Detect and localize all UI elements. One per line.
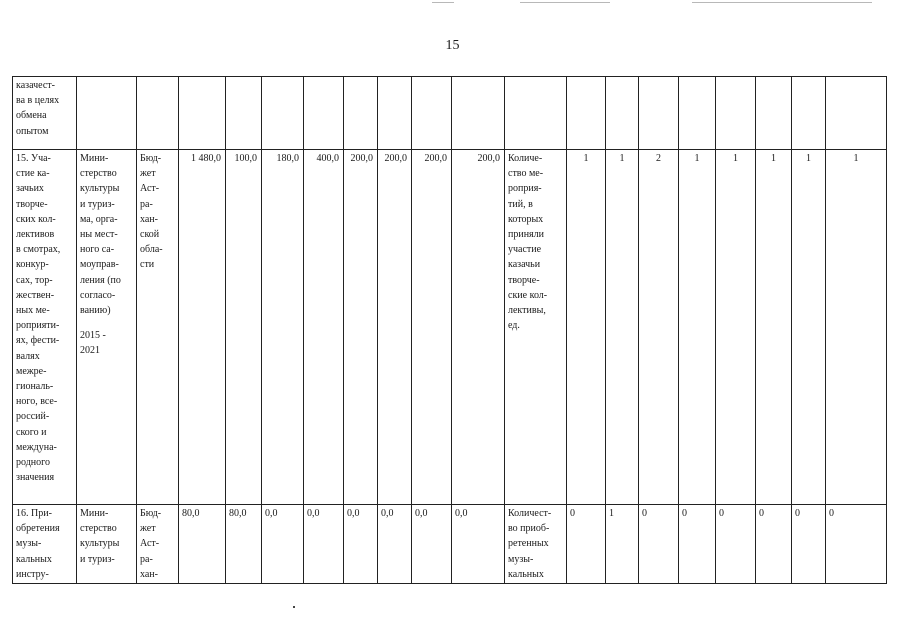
text-line: согласо- xyxy=(80,289,116,301)
text-line: россий- xyxy=(16,411,50,423)
text-line: музы- xyxy=(508,553,534,565)
indicator-value-cell: 1 xyxy=(679,150,716,505)
indicator-value-cell: 1 xyxy=(606,505,639,584)
text-line: хан- xyxy=(140,568,158,580)
funding-value-cell: 80,0 xyxy=(226,505,262,584)
text-line: ед. xyxy=(508,320,520,332)
indicator-value-cell: 1 xyxy=(567,150,606,505)
text-line: стерство xyxy=(80,168,117,180)
indicator-value-cell: 0 xyxy=(792,505,826,584)
text-line: ного са- xyxy=(80,244,115,256)
funding-value-cell: 80,0 xyxy=(179,505,226,584)
text-line: и туриз- xyxy=(80,198,115,210)
indicator-value-cell: 0 xyxy=(716,505,756,584)
text-line: 2015 - xyxy=(80,330,106,342)
text-line: обла- xyxy=(140,244,163,256)
indicator-value-cell: 1 xyxy=(756,150,792,505)
funding-value-cell: 400,0 xyxy=(304,150,344,505)
funding-value-cell xyxy=(304,77,344,150)
indicator-value-cell xyxy=(716,77,756,150)
text-line: обретения xyxy=(16,523,60,535)
text-line: ных ме- xyxy=(16,305,50,317)
text-line: зачьих xyxy=(16,183,44,195)
text-line: Мини- xyxy=(80,153,109,164)
text-line: ра- xyxy=(140,198,153,210)
text-line: значения xyxy=(16,472,55,484)
text-line: ях, фести- xyxy=(16,335,60,347)
text-line: культуры xyxy=(80,538,120,550)
table-row xyxy=(13,505,887,584)
funding-source-cell xyxy=(137,505,179,584)
funding-value-cell xyxy=(378,77,412,150)
indicator-cell xyxy=(505,150,567,505)
text-line: роприяти- xyxy=(16,320,60,332)
funding-value-cell: 200,0 xyxy=(452,150,505,505)
program-table xyxy=(12,76,887,584)
text-line: моуправ- xyxy=(80,259,119,271)
funding-value-cell: 0,0 xyxy=(452,505,505,584)
scan-speck xyxy=(293,606,295,608)
indicator-value-cell: 1 xyxy=(716,150,756,505)
text-line: которых xyxy=(508,213,544,225)
text-line: Бюд- xyxy=(140,153,162,164)
text-line: валях xyxy=(16,350,40,362)
text-line: кальных xyxy=(16,553,52,565)
indicator-value-cell xyxy=(606,77,639,150)
indicator-value-cell xyxy=(567,77,606,150)
text-line: гиональ- xyxy=(16,381,54,393)
text-line: участие xyxy=(508,244,542,256)
table-row xyxy=(13,150,887,505)
text-line: ской xyxy=(140,229,160,241)
text-line: 15. Уча- xyxy=(16,153,51,164)
indicator-cell xyxy=(505,77,567,150)
text-line: приняли xyxy=(508,229,544,241)
indicator-value-cell: 1 xyxy=(792,150,826,505)
table-row xyxy=(13,77,887,150)
text-line: ские кол- xyxy=(508,289,548,301)
header-rule xyxy=(520,2,610,3)
executor-cell xyxy=(77,150,137,505)
indicator-value-cell xyxy=(792,77,826,150)
funding-value-cell: 0,0 xyxy=(262,505,304,584)
funding-value-cell: 200,0 xyxy=(412,150,452,505)
text-line: инстру- xyxy=(16,568,49,580)
indicator-value-cell xyxy=(639,77,679,150)
text-line: ления (по xyxy=(80,274,121,286)
text-line: междуна- xyxy=(16,441,57,453)
activity-name-cell xyxy=(13,77,77,150)
funding-value-cell xyxy=(344,77,378,150)
text-line: сти xyxy=(140,259,155,271)
text-line: роприя- xyxy=(508,183,542,195)
page-number: 15 xyxy=(445,38,460,53)
text-line: стерство xyxy=(80,523,117,535)
text-line: ного, все- xyxy=(16,396,58,408)
text-line: хан- xyxy=(140,213,158,225)
funding-value-cell xyxy=(452,77,505,150)
text-line: сах, тор- xyxy=(16,274,53,286)
text-line: лективов xyxy=(16,229,55,241)
text-line: 2021 xyxy=(80,345,100,357)
funding-value-cell xyxy=(262,77,304,150)
text-line: межре- xyxy=(16,365,47,377)
text-line: музы- xyxy=(16,538,42,550)
funding-value-cell: 1 480,0 xyxy=(179,150,226,505)
text-line: казачест- xyxy=(16,80,55,91)
spacer xyxy=(80,318,133,328)
funding-source-cell xyxy=(137,150,179,505)
text-line: ретенных xyxy=(508,538,549,550)
text-line: жествен- xyxy=(16,289,55,301)
text-line: кальных xyxy=(508,568,544,580)
text-line: ство ме- xyxy=(508,168,544,180)
text-line: в смотрах, xyxy=(16,244,61,256)
text-line: казачьи xyxy=(508,259,541,271)
indicator-value-cell: 0 xyxy=(679,505,716,584)
text-line: ванию) xyxy=(80,305,111,317)
activity-name-cell xyxy=(13,505,77,584)
activity-name-cell xyxy=(13,150,77,505)
text-line: конкур- xyxy=(16,259,49,271)
text-line: жет xyxy=(140,523,156,535)
text-line: стие ка- xyxy=(16,168,50,180)
text-line: 16. При- xyxy=(16,508,52,519)
funding-value-cell: 200,0 xyxy=(378,150,412,505)
funding-value-cell xyxy=(412,77,452,150)
text-line: культуры xyxy=(80,183,120,195)
text-line: ма, орга- xyxy=(80,213,118,225)
text-line: творче- xyxy=(508,274,540,286)
indicator-value-cell: 0 xyxy=(826,505,887,584)
text-line: лективы, xyxy=(508,305,546,317)
executor-cell xyxy=(77,77,137,150)
text-line: Количест- xyxy=(508,508,552,519)
funding-value-cell xyxy=(179,77,226,150)
funding-value-cell: 0,0 xyxy=(304,505,344,584)
text-line: и туриз- xyxy=(80,553,115,565)
indicator-value-cell: 1 xyxy=(606,150,639,505)
text-line: тий, в xyxy=(508,198,533,210)
text-line: ского и xyxy=(16,426,47,438)
indicator-value-cell: 1 xyxy=(826,150,887,505)
indicator-value-cell: 0 xyxy=(567,505,606,584)
funding-source-cell xyxy=(137,77,179,150)
indicator-value-cell xyxy=(826,77,887,150)
text-line: творче- xyxy=(16,198,48,210)
funding-value-cell: 0,0 xyxy=(378,505,412,584)
funding-value-cell: 100,0 xyxy=(226,150,262,505)
text-line: Мини- xyxy=(80,508,109,519)
text-line: жет xyxy=(140,168,156,180)
funding-value-cell: 0,0 xyxy=(344,505,378,584)
indicator-value-cell: 2 xyxy=(639,150,679,505)
funding-value-cell: 0,0 xyxy=(412,505,452,584)
indicator-value-cell xyxy=(756,77,792,150)
indicator-value-cell: 0 xyxy=(756,505,792,584)
text-line: родного xyxy=(16,457,51,469)
indicator-value-cell: 0 xyxy=(639,505,679,584)
text-line: во приоб- xyxy=(508,523,550,535)
executor-cell xyxy=(77,505,137,584)
text-line: ны мест- xyxy=(80,229,118,241)
indicator-cell xyxy=(505,505,567,584)
text-line: Бюд- xyxy=(140,508,162,519)
header-rule xyxy=(692,2,872,3)
text-line: обмена xyxy=(16,110,47,122)
indicator-value-cell xyxy=(679,77,716,150)
text-line: Количе- xyxy=(508,153,543,164)
text-line: ских кол- xyxy=(16,213,56,225)
text-line: Аст- xyxy=(140,183,160,195)
text-line: Аст- xyxy=(140,538,160,550)
text-line: ра- xyxy=(140,553,153,565)
funding-value-cell: 200,0 xyxy=(344,150,378,505)
text-line: ва в целях xyxy=(16,95,60,107)
funding-value-cell: 180,0 xyxy=(262,150,304,505)
funding-value-cell xyxy=(226,77,262,150)
text-line: опытом xyxy=(16,125,49,137)
header-rule xyxy=(432,2,454,3)
